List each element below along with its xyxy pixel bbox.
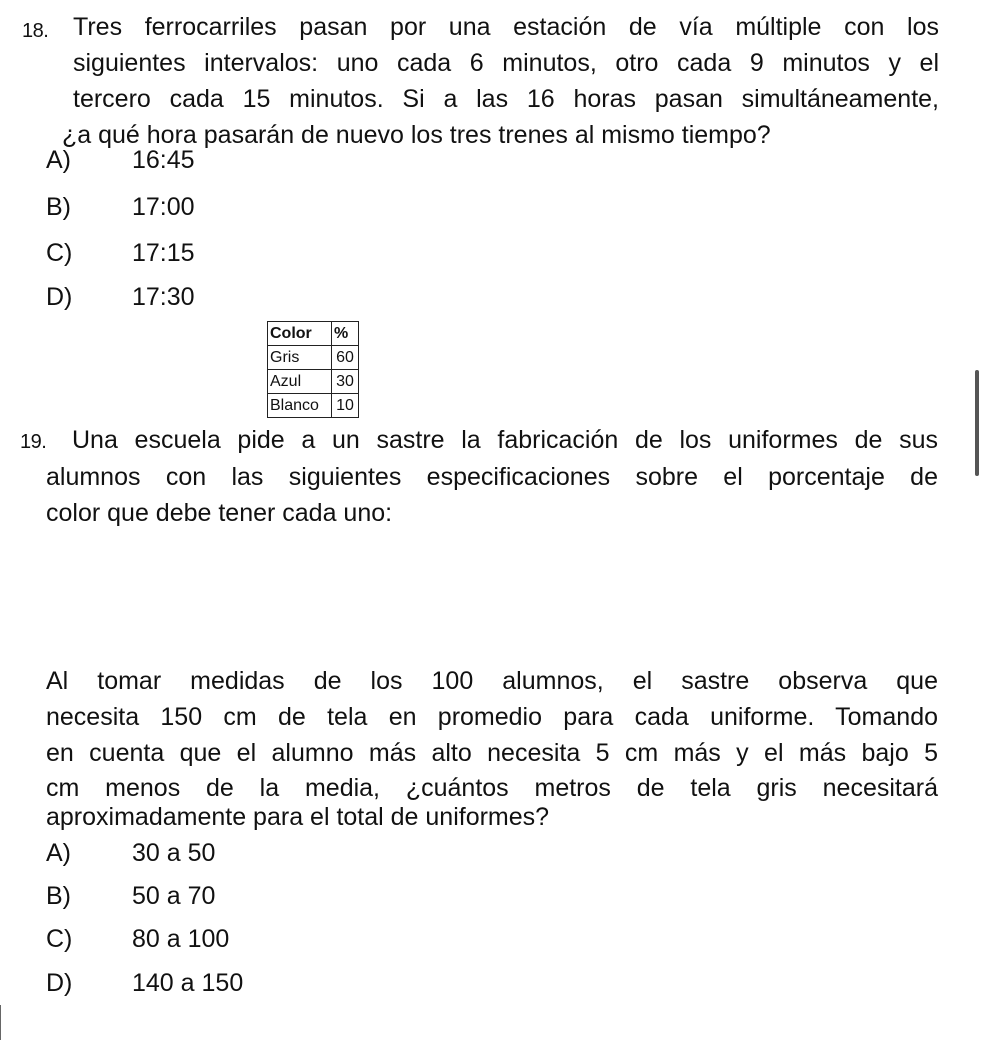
page-edge-divider — [0, 1005, 1, 1040]
table-cell-color: Blanco — [268, 394, 332, 418]
question-18-line-3: tercero cada 15 minutos. Si a las 16 horas pasan simultáneamente, — [73, 85, 939, 113]
option-letter: B) — [46, 193, 71, 221]
option-letter: D) — [46, 969, 73, 997]
option-value: 17:30 — [132, 283, 195, 311]
question-19-intro-line-3: color que debe tener cada uno: — [46, 499, 393, 527]
question-19-number: 19. — [20, 431, 47, 453]
question-19-option-c[interactable] — [46, 924, 306, 954]
question-19-body-line-5: aproximadamente para el total de uniformes? — [46, 803, 550, 831]
question-19-option-d[interactable] — [46, 968, 306, 998]
question-18-number: 18. — [22, 20, 49, 42]
question-18-line-1: Tres ferrocarriles pasan por una estación de vía múltiple con los — [73, 13, 939, 41]
option-value: 17:00 — [132, 193, 195, 221]
question-18-option-a[interactable] — [46, 145, 246, 175]
question-18-line-2: siguientes intervalos: uno cada 6 minutos, otro cada 9 minutos y el — [73, 49, 939, 77]
table-cell-color: Azul — [268, 370, 332, 394]
question-18-line-4: ¿a qué hora pasarán de nuevo los tres trenes al mismo tiempo? — [62, 121, 771, 149]
table-cell-percent: 10 — [331, 394, 358, 418]
question-19-body-line-1: Al tomar medidas de los 100 alumnos, el sastre observa que — [46, 667, 938, 695]
option-value: 30 a 50 — [132, 839, 216, 867]
table-cell-color: Gris — [268, 346, 332, 370]
question-19-intro-line-2: alumnos con las siguientes especificaciones sobre el porcentaje de — [46, 463, 938, 491]
question-19-option-b[interactable] — [46, 881, 306, 911]
option-value: 50 a 70 — [132, 882, 216, 910]
color-percentage-table — [267, 321, 359, 418]
option-letter: A) — [46, 839, 71, 867]
question-18-option-c[interactable] — [46, 238, 246, 268]
table-cell-percent: 30 — [331, 370, 358, 394]
table-row — [268, 346, 359, 370]
option-letter: C) — [46, 925, 73, 953]
question-18-option-b[interactable] — [46, 192, 246, 222]
table-header-color: Color — [268, 322, 332, 346]
question-19-intro-line-1: Una escuela pide a un sastre la fabricación de los uniformes de sus — [72, 426, 938, 454]
question-19-option-a[interactable] — [46, 838, 306, 868]
option-value: 16:45 — [132, 146, 195, 174]
option-value: 80 a 100 — [132, 925, 230, 953]
scrollbar-thumb[interactable] — [975, 370, 979, 476]
table-header-percent: % — [331, 322, 358, 346]
table-header-row — [268, 322, 359, 346]
table-cell-percent: 60 — [331, 346, 358, 370]
question-19-body-line-3: en cuenta que el alumno más alto necesita 5 cm más y el más bajo 5 — [46, 739, 938, 767]
question-19-body-line-4: cm menos de la media, ¿cuántos metros de tela gris necesitará — [46, 774, 938, 802]
table-row — [268, 370, 359, 394]
table-row — [268, 394, 359, 418]
question-18-option-d[interactable] — [46, 282, 246, 312]
option-letter: C) — [46, 239, 73, 267]
question-19-body-line-2: necesita 150 cm de tela en promedio para cada uniforme. Tomando — [46, 703, 938, 731]
option-value: 17:15 — [132, 239, 195, 267]
option-value: 140 a 150 — [132, 969, 244, 997]
option-letter: A) — [46, 146, 71, 174]
option-letter: B) — [46, 882, 71, 910]
option-letter: D) — [46, 283, 73, 311]
